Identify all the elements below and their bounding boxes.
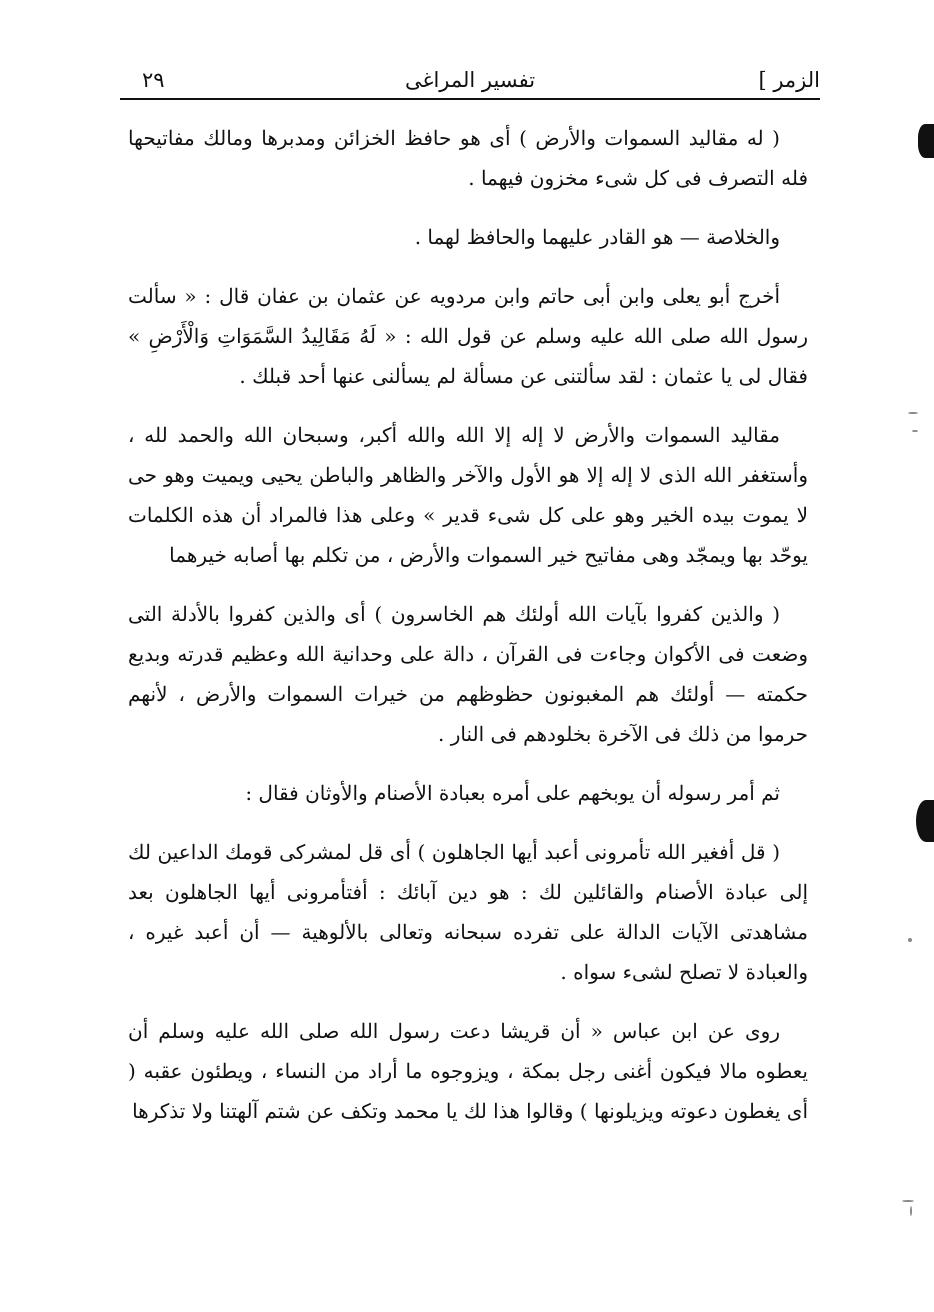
- page-body: [128, 118, 808, 1131]
- scan-speck: [908, 938, 912, 942]
- scan-margin-mark: [916, 800, 934, 842]
- scan-speck: [908, 412, 918, 414]
- book-title: تفسير المراغى: [404, 68, 536, 92]
- paragraph-7: ( قل أفغير الله تأمرونى أعبد أيها الجاهلون ) أى قل لمشركى قومك الداعين لك إلى عبادة الأصنام والقائلين لك : هو دين آبائك : أفتأمرونى أيها الجاهلون بعد مشاهدتى الآيات الدالة على تفرده سبحانه وتعالى بالألوهية — أن أعبد غيره ، والعبادة لا تصلح لشىء سواه .: [128, 840, 808, 984]
- header-rule: [120, 98, 820, 100]
- running-header: [120, 60, 820, 100]
- chapter-name: الزمر ]: [758, 68, 820, 92]
- paragraph-3: أخرج أبو يعلى وابن أبى حاتم وابن مردويه عن عثمان بن عفان قال : « سألت رسول الله صلى الله عليه وسلم عن قول الله : « لَهُ مَقَالِيدُ السَّمَوَاتِ وَالْأَرْضِ » فقال لى يا عثمان : لقد سألتنى عن مسألة لم يسألنى عنها أحد قبلك .: [128, 284, 808, 388]
- paragraph-1: ( له مقاليد السموات والأرض ) أى هو حافظ الخزائن ومدبرها ومالك مفاتيحها فله التصرف فى كل شىء مخزون فيهما .: [128, 126, 808, 190]
- scan-speck: [902, 1200, 914, 1202]
- paragraph-2: والخلاصة — هو القادر عليهما والحافظ لهما .: [414, 225, 780, 249]
- paragraph-4: مقاليد السموات والأرض لا إله إلا الله والله أكبر، وسبحان الله والحمد لله ، وأستغفر الله الذى لا إله إلا هو الأول والآخر والظاهر والباطن يحيى ويميت وهو حى لا يموت بيده الخير وهو على كل شىء قدير » وعلى هذا فالمراد أن هذه الكلمات يوحّد بها ويمجّد وهى مفاتيح خير السموات والأرض ، من تكلم بها أصابه خيرهما: [128, 423, 808, 567]
- paragraph-6: ثم أمر رسوله أن يوبخهم على أمره بعبادة الأصنام والأوثان فقال :: [245, 781, 780, 805]
- scan-margin-mark: [918, 124, 934, 158]
- page-number: ٢٩: [142, 68, 165, 92]
- scan-speck: [910, 1206, 912, 1216]
- paragraph-8: روى عن ابن عباس « أن قريشا دعت رسول الله صلى الله عليه وسلم أن يعطوه مالا فيكون أغنى رجل بمكة ، ويزوجوه ما أراد من النساء ، ويطئون عقبه ( أى يغطون دعوته ويزيلونها ) وقالوا هذا لك يا محمد وتكف عن شتم آلهتنا ولا تذكرها: [128, 1019, 808, 1123]
- paragraph-5: ( والذين كفروا بآيات الله أولئك هم الخاسرون ) أى والذين كفروا بالأدلة التى وضعت فى الأكوان وجاءت فى القرآن ، دالة على وحدانية الله وعظيم قدرته وبديع حكمته — أولئك هم المغبونون حظوظهم من خيرات السموات والأرض ، لأنهم حرموا من ذلك فى الآخرة بخلودهم فى النار .: [128, 602, 808, 746]
- scan-speck: [912, 430, 918, 432]
